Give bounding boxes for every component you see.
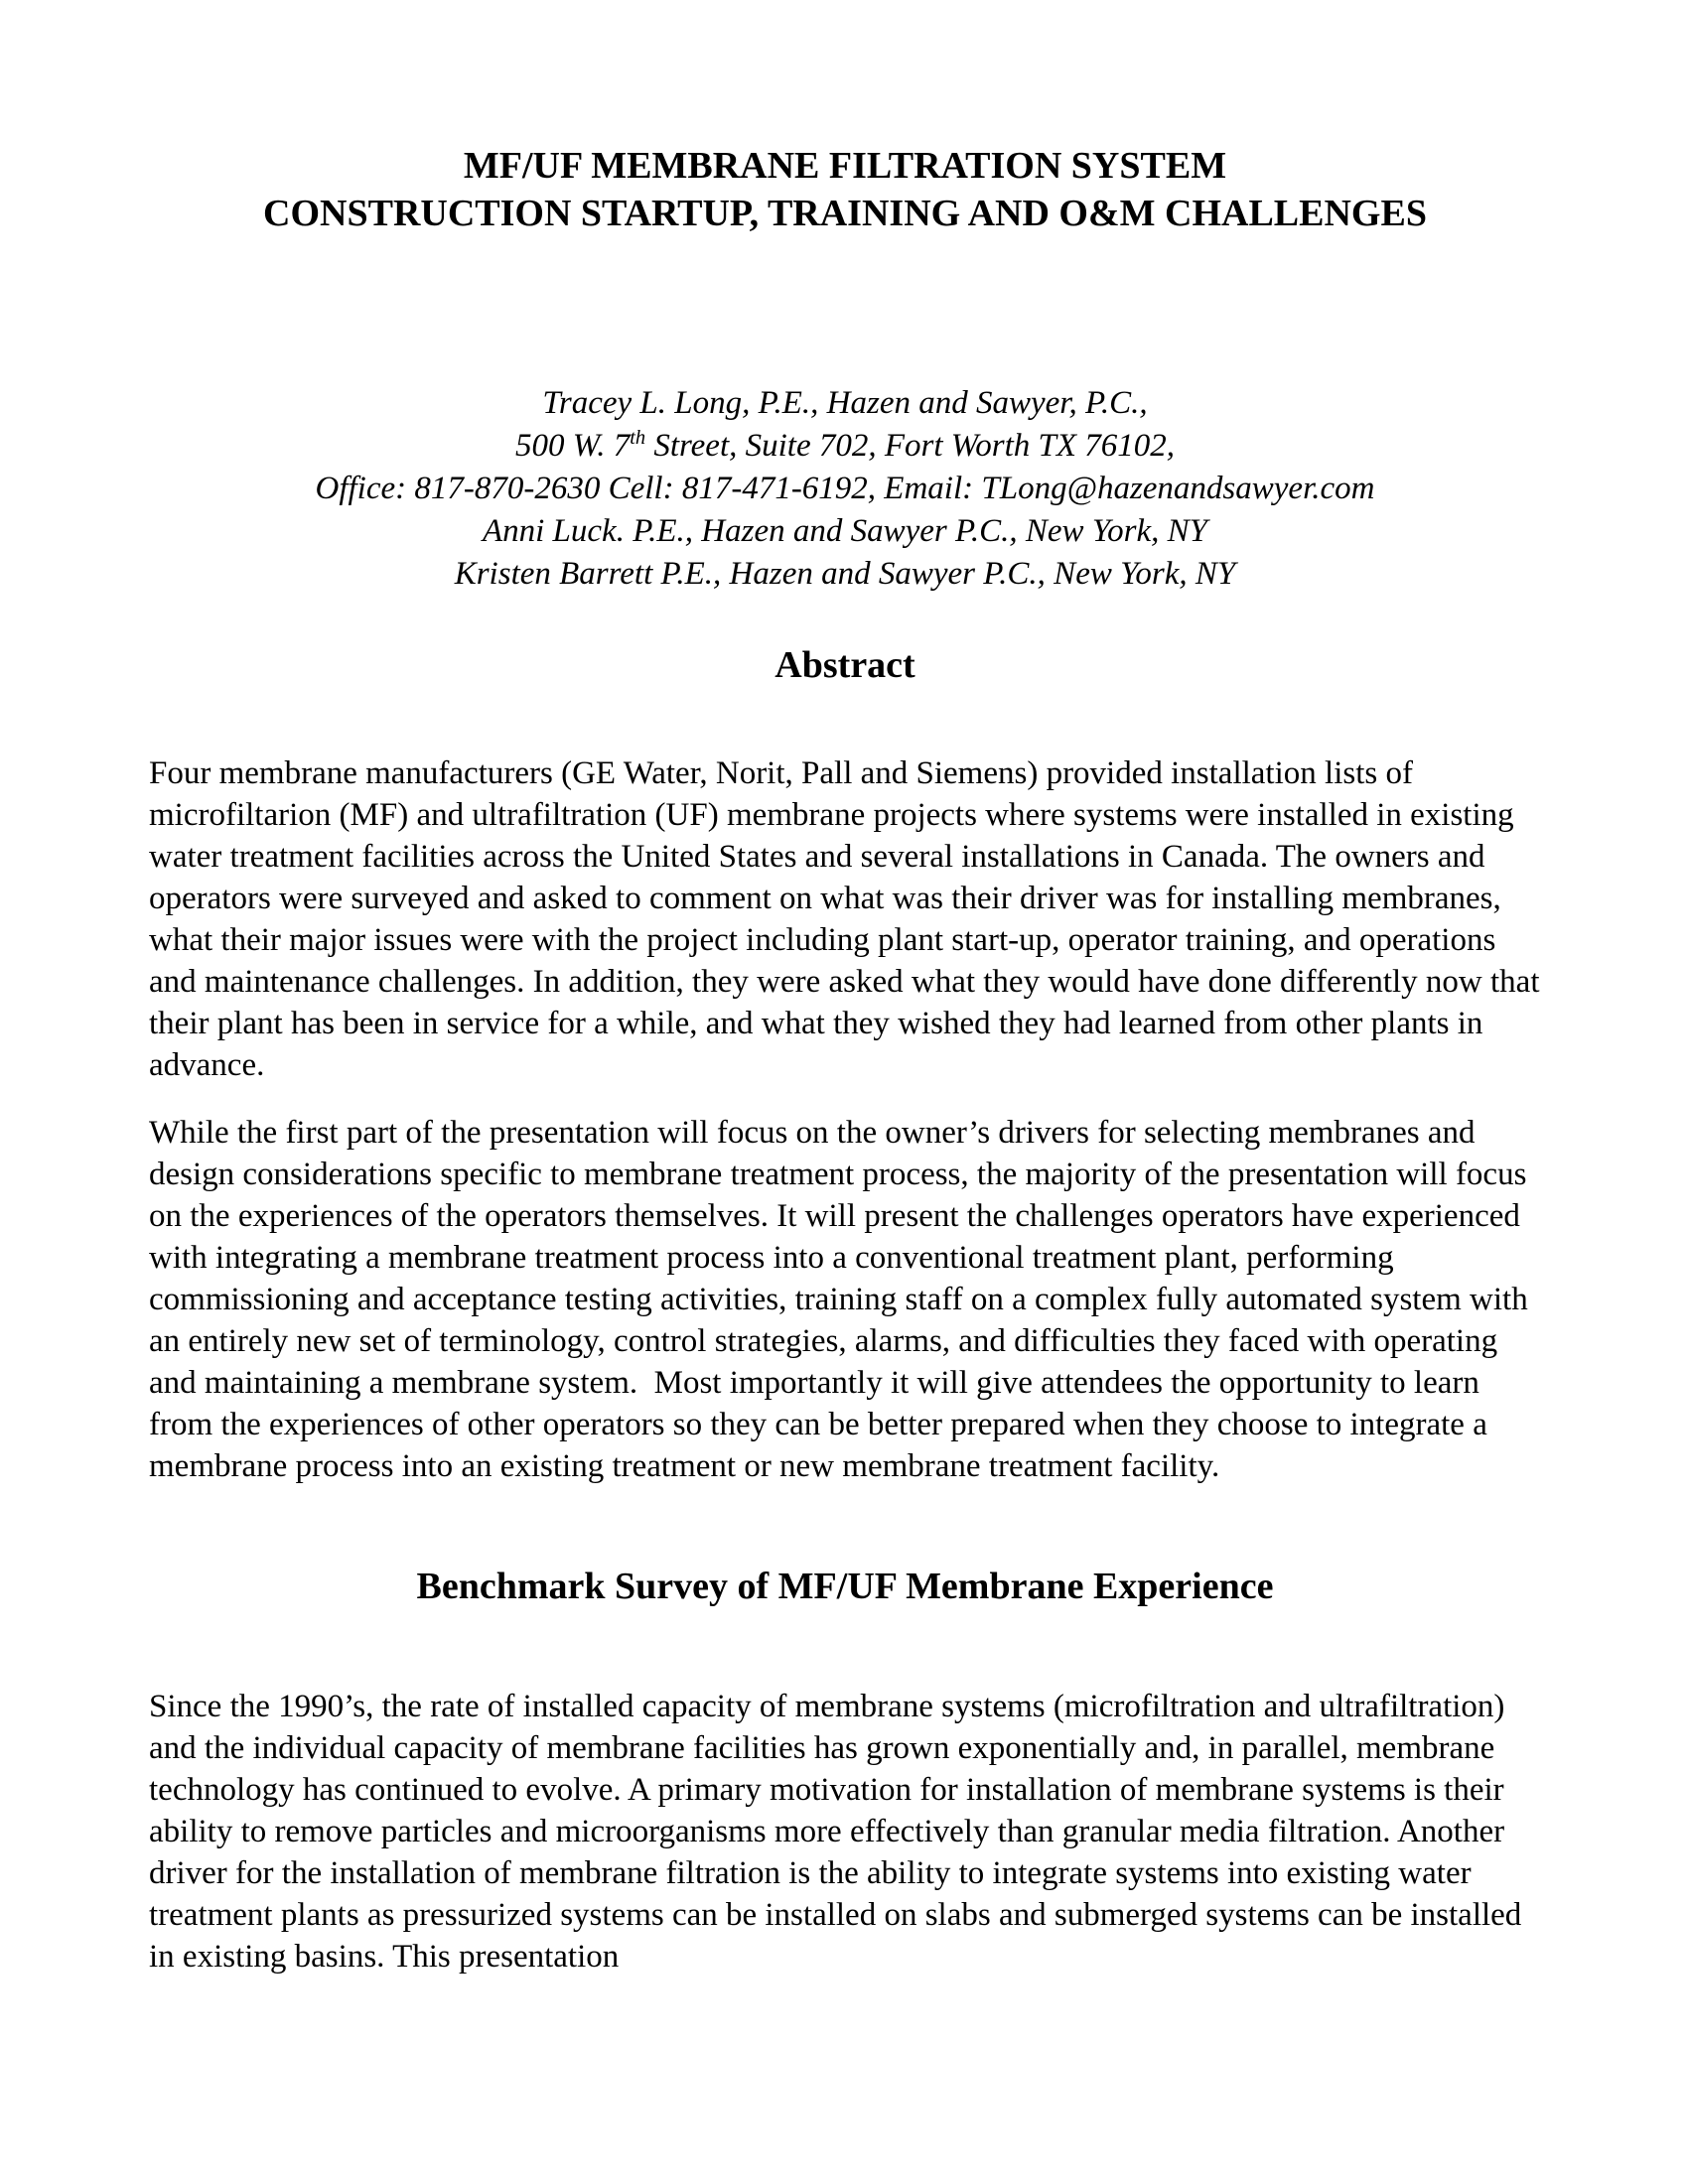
author-line-5: Kristen Barrett P.E., Hazen and Sawyer P.C., New York, NY xyxy=(454,556,1236,592)
author-block xyxy=(149,382,1541,596)
author-line-3: Office: 817-870-2630 Cell: 817-471-6192, Email: TLong@hazenandsawyer.com xyxy=(315,471,1375,506)
address-suffix: Street, Suite 702, Fort Worth TX 76102, xyxy=(645,428,1175,464)
benchmark-paragraph-1: Since the 1990’s, the rate of installed capacity of membrane systems (microfiltration and ultrafiltration) and the individual capacity of membrane facilities has grown exponentially and, in parallel, membrane technology has continued to evolve. A primary motivation for installation of membrane systems is their ability to remove particles and microorganisms more effectively than granular media filtration. Another driver for the installation of membrane filtration is the ability to integrate systems into existing water treatment plants as pressurized systems can be installed on slabs and submerged systems can be installed in existing basins. This presentation xyxy=(149,1689,1530,1975)
author-line-4: Anni Luck. P.E., Hazen and Sawyer P.C., New York, NY xyxy=(482,513,1207,549)
benchmark-section-heading: Benchmark Survey of MF/UF Membrane Experience xyxy=(416,1566,1274,1607)
abstract-paragraph-1: Four membrane manufacturers (GE Water, Norit, Pall and Siemens) provided installation lists of microfiltarion (MF) and ultrafiltration (UF) membrane projects where systems were installed in existing water treatment facilities across the United States and several installations in Canada. The owners and operators were surveyed and asked to comment on what was their driver was for installing membranes, what their major issues were with the project including plant start-up, operator training, and operations and maintenance challenges. In addition, they were asked what they would have done differently now that their plant has been in service for a while, and what they wished they had learned from other plants in advance. xyxy=(149,755,1548,1083)
paper-title-line-2: CONSTRUCTION STARTUP, TRAINING AND O&M CHALLENGES xyxy=(263,193,1427,234)
address-ordinal-superscript: th xyxy=(630,427,646,449)
paper-title-line-1: MF/UF MEMBRANE FILTRATION SYSTEM xyxy=(463,145,1227,187)
abstract-paragraph-2: While the first part of the presentation will focus on the owner’s drivers for selecting membranes and design considerations specific to membrane treatment process, the majority of the presentation will focus on the experiences of the operators themselves. It will present the challenges operators have experienced with integrating a membrane treatment process into a conventional treatment plant, performing commissioning and acceptance testing activities, training staff on a complex fully automated system with an entirely new set of terminology, control strategies, alarms, and difficulties they faced with operating and maintaining a membrane system. Most importantly it will give attendees the opportunity to learn from the experiences of other operators so they can be better prepared when they choose to integrate a membrane process into an existing treatment or new membrane treatment facility. xyxy=(149,1115,1536,1484)
paper-title xyxy=(149,142,1541,237)
author-line-1: Tracey L. Long, P.E., Hazen and Sawyer, P.C., xyxy=(542,385,1148,421)
address-prefix: 500 W. 7 xyxy=(514,428,631,464)
author-line-2 xyxy=(149,425,1541,468)
abstract-heading: Abstract xyxy=(774,644,915,686)
